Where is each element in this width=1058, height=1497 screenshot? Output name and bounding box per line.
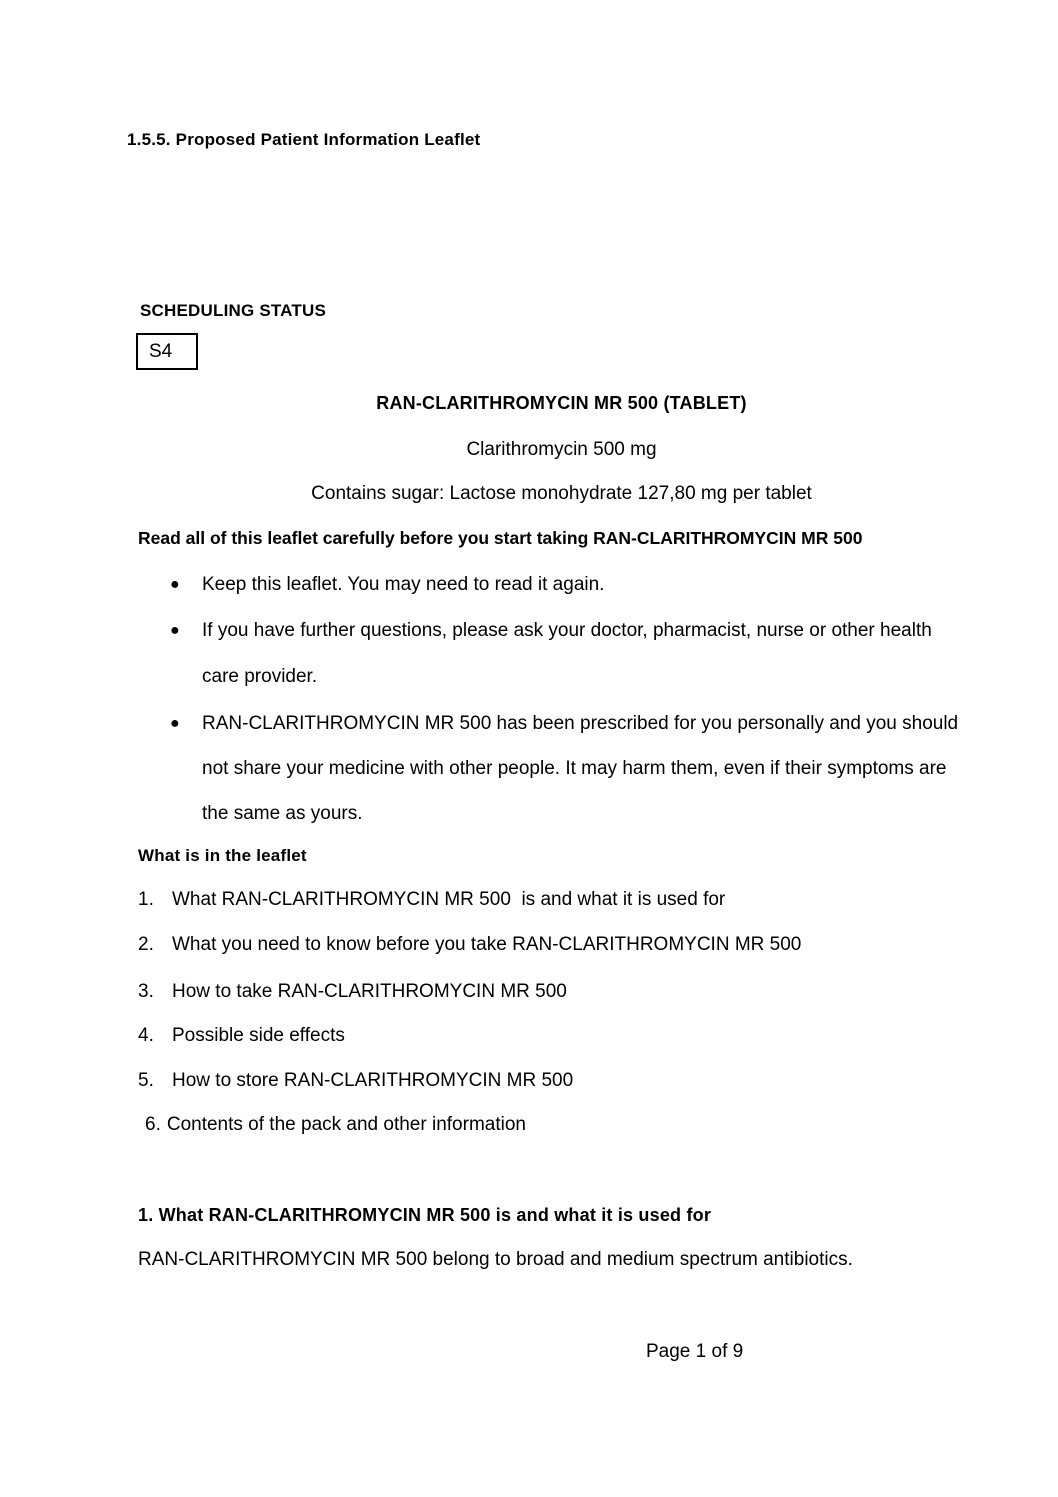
section-1-body: RAN-CLARITHROMYCIN MR 500 belong to broad and medium spectrum antibiotics. <box>138 1249 853 1270</box>
sugar-content-notice: Contains sugar: Lactose monohydrate 127,80 mg per tablet <box>311 483 812 504</box>
bullet-item-1-line-1: Keep this leaflet. You may need to read it again. <box>202 574 605 595</box>
bullet-item-2-line-1: If you have further questions, please ask your doctor, pharmacist, nurse or other health <box>202 620 932 641</box>
bullet-marker-icon: ● <box>170 622 180 639</box>
scheduling-status-label: SCHEDULING STATUS <box>140 301 326 320</box>
toc-item-3-text: How to take RAN-CLARITHROMYCIN MR 500 <box>172 981 567 1002</box>
bullet-marker-icon: ● <box>170 576 180 593</box>
bullet-item-2-line-2: care provider. <box>202 666 318 687</box>
toc-item-4-text: Possible side effects <box>172 1025 345 1046</box>
toc-item-2-number: 2. <box>138 934 154 955</box>
toc-item-5-text: How to store RAN-CLARITHROMYCIN MR 500 <box>172 1070 574 1091</box>
toc-item-1-text: What RAN-CLARITHROMYCIN MR 500 is and what it is used for <box>172 889 726 910</box>
toc-item-3-number: 3. <box>138 981 154 1002</box>
schedule-box <box>136 333 198 370</box>
toc-heading: What is in the leaflet <box>138 846 307 865</box>
toc-item-4-number: 4. <box>138 1025 154 1046</box>
section-1-heading: 1. What RAN-CLARITHROMYCIN MR 500 is and what it is used for <box>138 1205 712 1225</box>
document-heading: 1.5.5. Proposed Patient Information Leaflet <box>127 130 481 149</box>
product-title: RAN-CLARITHROMYCIN MR 500 (TABLET) <box>376 393 747 413</box>
schedule-code: S4 <box>149 340 173 362</box>
toc-item-6-number: 6. <box>145 1114 161 1135</box>
toc-item-1-number: 1. <box>138 889 154 910</box>
toc-item-6-text: Contents of the pack and other information <box>166 1114 526 1135</box>
bullet-marker-icon: ● <box>170 715 180 732</box>
bullet-item-3-line-3: the same as yours. <box>202 803 363 824</box>
bullet-item-3-line-2: not share your medicine with other people. It may harm them, even if their symptoms are <box>202 758 947 779</box>
toc-item-5-number: 5. <box>138 1070 154 1091</box>
read-instruction: Read all of this leaflet carefully before you start taking RAN-CLARITHROMYCIN MR 500 <box>138 528 863 548</box>
page-number-footer: Page 1 of 9 <box>646 1341 744 1362</box>
bullet-item-3-line-1: RAN-CLARITHROMYCIN MR 500 has been prescribed for you personally and you should <box>202 713 959 734</box>
toc-item-6 <box>145 1114 526 1137</box>
toc-item-2-text: What you need to know before you take RAN-CLARITHROMYCIN MR 500 <box>172 934 802 955</box>
active-ingredient: Clarithromycin 500 mg <box>466 439 657 460</box>
